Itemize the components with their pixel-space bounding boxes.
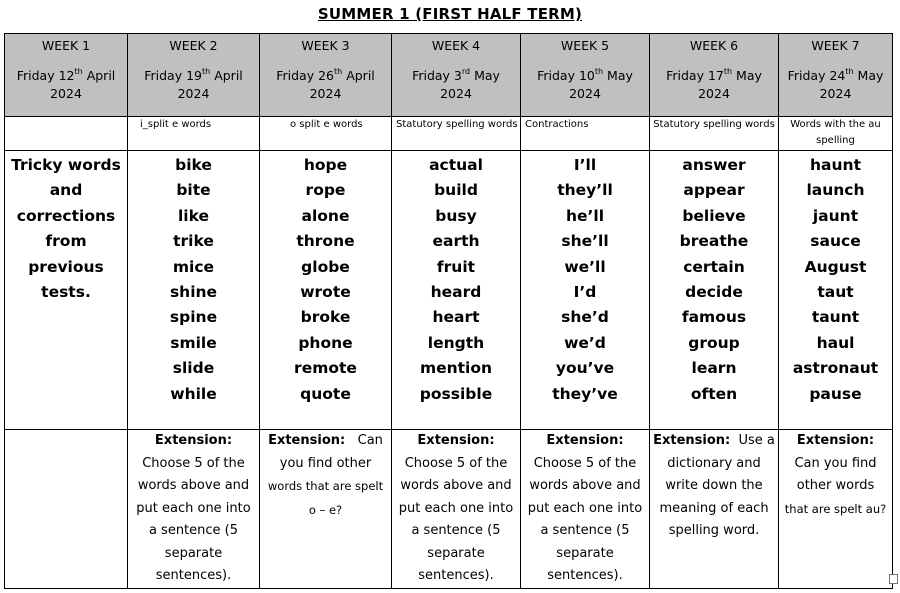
spelling-word: haunt [810,156,861,174]
spelling-word: often [690,384,738,403]
spelling-word: slide [172,359,215,378]
week-2-extension [128,430,260,589]
week-5-header [521,34,650,117]
week-7-header [779,34,893,117]
spelling-word: learn [691,359,737,378]
extension-text-2: that are spelt au? [784,501,887,516]
spelling-word: taunt [811,308,860,327]
spelling-word: fruit [436,257,476,276]
week-7-words [779,151,893,430]
week-date: Friday 19th April 2024 [144,66,243,101]
week-6-extension [650,430,779,589]
spelling-word: hope [303,156,348,174]
extension-label: Extension: [417,433,495,448]
week-6-words [650,151,779,430]
week-date: Friday 24th May 2024 [787,66,884,101]
spelling-word: you’ve [555,359,615,378]
description-row [5,117,893,151]
spelling-word: mice [172,257,215,276]
week-1-description [5,117,128,151]
spelling-word: actual [429,156,483,174]
spelling-word: spine [169,308,218,327]
spelling-word: like [177,206,210,225]
spelling-word: rope [305,181,346,200]
week-label: WEEK 3 [301,38,350,53]
week-1-header [5,34,128,117]
word-list [650,151,778,407]
week-label: WEEK 5 [560,38,610,53]
spelling-word: heart [432,308,480,327]
spelling-word: bike [175,156,212,174]
word-list [260,151,391,407]
spelling-word: throne [296,232,355,251]
spelling-word: pause [809,384,862,403]
spelling-word: we’d [564,333,606,352]
spelling-word: August [804,257,867,276]
week-4-description: Statutory spelling words [392,117,521,151]
week-date: Friday 17th May 2024 [666,66,762,101]
word-list [128,151,259,407]
extension-text: Can you find other [279,433,383,471]
spelling-word: broke [300,308,351,327]
week-6-header [650,34,779,117]
week-4-words [392,151,521,430]
tricky-words-cell [5,151,128,430]
spelling-word: bite [176,181,211,200]
spelling-word: wrote [300,283,351,302]
week-3-words [260,151,392,430]
spelling-word: remote [294,359,357,378]
spelling-word: sauce [810,232,861,251]
extension-text: Can you find other words [794,455,877,493]
spelling-word: busy [435,206,477,225]
week-2-words [128,151,260,430]
week-label: WEEK 2 [169,38,218,53]
spelling-table [4,33,893,589]
spelling-word: she’ll [561,232,609,251]
spelling-word: build [434,181,478,200]
extension-text: Choose 5 of the words above and put each one into a sentence (5 separate sentences). [398,455,514,583]
spelling-word: heard [430,283,482,302]
word-list [392,151,520,407]
extension-text-2: dictionary and write down the meaning of each spelling word. [659,455,769,538]
spelling-word: phone [298,333,353,352]
spelling-word: I’d [573,283,597,302]
extension-text: Use a [738,433,775,448]
spelling-word: appear [683,181,745,200]
extension-label: Extension: [546,433,624,448]
spelling-word: I’ll [573,156,597,174]
extension-label: Extension: [268,433,346,448]
spelling-word: certain [683,257,745,276]
week-5-description: Contractions [521,117,650,151]
extension-label: Extension: [154,433,233,448]
spelling-word: quote [300,384,351,403]
spelling-word: we’ll [564,257,606,276]
week-3-description: o split e words [260,117,392,151]
week-label: WEEK 1 [41,38,91,53]
spelling-word: taut [817,283,854,302]
week-7-extension [779,430,893,589]
spelling-word: globe [301,257,350,276]
spelling-word: believe [682,206,746,225]
week-label: WEEK 7 [811,38,860,53]
spelling-word: haul [816,333,855,352]
spelling-word: length [427,333,485,352]
spelling-word: alone [301,206,350,225]
week-date: Friday 3rd May 2024 [412,66,500,101]
words-row [5,151,893,430]
spelling-word: answer [682,156,746,174]
week-3-header [260,34,392,117]
week-date: Friday 10th May 2024 [537,66,633,101]
week-4-header [392,34,521,117]
spelling-word: astronaut [792,359,879,378]
word-list [779,151,892,407]
spelling-word: breathe [679,232,749,251]
table-resize-handle[interactable] [889,574,898,584]
spelling-word: jaunt [812,206,859,225]
week-7-description: Words with the au spelling [779,117,893,151]
extension-text: Choose 5 of the words above and put each one into a sentence (5 separate sentences). [136,455,251,583]
extension-text: Choose 5 of the words above and put each one into a sentence (5 separate sentences). [527,455,643,583]
spelling-word: group [688,333,740,352]
extension-label: Extension: [653,433,731,448]
spelling-word: trike [173,232,214,251]
week-label: WEEK 6 [689,38,739,53]
spelling-word: shine [169,283,218,302]
spelling-word: they’ll [557,181,613,200]
extension-label: Extension: [796,433,875,448]
week-date: Friday 12th April 2024 [16,66,116,101]
spelling-word: earth [432,232,480,251]
week-2-description: i_split e words [128,117,260,151]
spelling-word: she’d [561,308,609,327]
header-row [5,34,893,117]
week-label: WEEK 4 [431,38,481,53]
page-title: SUMMER 1 (FIRST HALF TERM) [317,5,583,23]
week-3-extension [260,430,392,589]
spelling-word: while [170,384,217,403]
week-2-header [128,34,260,117]
week-date: Friday 26th April 2024 [276,66,375,101]
week-6-description: Statutory spelling words [650,117,779,151]
spelling-word: launch [806,181,865,200]
tricky-words-text: Tricky words and corrections from previous tests. [11,156,121,302]
week-5-extension [521,430,650,589]
week-1-extension [5,430,128,589]
week-4-extension [392,430,521,589]
spelling-word: famous [681,308,747,327]
word-list [521,151,649,407]
extension-row [5,430,893,589]
spelling-word: smile [170,333,217,352]
extension-text-2: words that are spelt o – e? [267,479,384,517]
spelling-word: he’ll [565,206,605,225]
spelling-word: they’ve [552,384,618,403]
spelling-word: mention [419,359,493,378]
spelling-word: possible [419,384,493,403]
spelling-word: decide [685,283,743,302]
week-5-words [521,151,650,430]
